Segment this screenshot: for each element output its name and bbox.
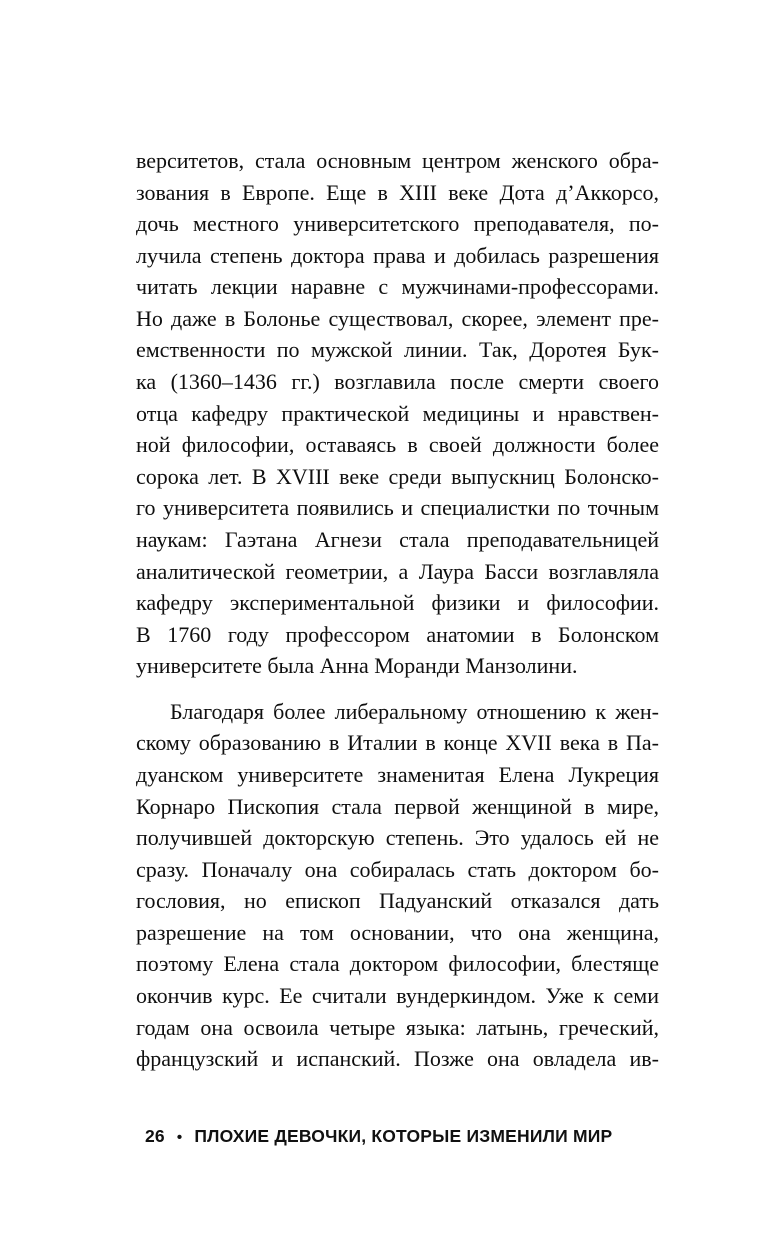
paragraph-2 xyxy=(136,696,659,1075)
text-line: окончив курс. Ее считали вундеркиндом. Уже к семи xyxy=(136,983,659,1009)
text-line: годам она освоила четыре языка: латынь, греческий, xyxy=(136,1014,659,1040)
text-line: лучила степень доктора права и добилась разрешения xyxy=(136,242,659,268)
text-line: Но даже в Болонье существовал, скорее, элемент пре- xyxy=(136,305,659,331)
text-line: разрешение на том основании, что она женщина, xyxy=(136,919,659,945)
text-line: го университета появились и специалистки по точным xyxy=(136,495,659,521)
text-line: сорока лет. В XVIII веке среди выпускниц Болонско- xyxy=(136,463,659,489)
running-title: ПЛОХИЕ ДЕВОЧКИ, КОТОРЫЕ ИЗМЕНИЛИ МИР xyxy=(194,1126,613,1146)
text-line: наукам: Гаэтана Агнези стала преподавательницей xyxy=(136,526,659,552)
text-line: дуанском университете знаменитая Елена Лукреция xyxy=(136,761,659,787)
text-line: Корнаро Пископия стала первой женщиной в мире, xyxy=(136,793,659,819)
text-line: гословия, но епископ Падуанский отказался дать xyxy=(136,888,659,914)
text-line: отца кафедру практической медицины и нравствен- xyxy=(136,400,659,426)
text-line: Благодаря более либеральному отношению к жен- xyxy=(170,698,659,724)
body-text xyxy=(136,145,659,1075)
text-line: получившей докторскую степень. Это удалось ей не xyxy=(136,825,659,851)
text-line: сразу. Поначалу она собиралась стать доктором бо- xyxy=(136,856,659,882)
text-line: зования в Европе. Еще в XIII веке Дота д’Аккорсо, xyxy=(136,179,659,205)
text-line: университете была Анна Моранди Манзолини. xyxy=(136,653,578,679)
text-line: ной философии, оставаясь в своей должности более xyxy=(136,432,659,458)
text-line: читать лекции наравне с мужчинами-профессорами. xyxy=(136,274,659,300)
text-line: аналитической геометрии, а Лаура Басси возглавляла xyxy=(136,558,659,584)
text-line: ка (1360–1436 гг.) возглавила после смерти своего xyxy=(136,369,659,395)
bullet-separator: • xyxy=(176,1129,183,1146)
text-line: скому образованию в Италии в конце XVII века в Па- xyxy=(136,730,659,756)
text-line: верситетов, стала основным центром женского обра- xyxy=(136,148,659,173)
text-line: емственности по мужской линии. Так, Доротея Бук- xyxy=(136,337,659,363)
text-line: В 1760 году профессором анатомии в Болонском xyxy=(136,621,659,647)
text-line: французский и испанский. Позже она овладела ив- xyxy=(136,1046,659,1072)
paragraph-1 xyxy=(136,145,659,682)
text-line: поэтому Елена стала доктором философии, блестяще xyxy=(136,951,659,977)
text-line: кафедру экспериментальной физики и философии. xyxy=(136,590,659,616)
page-number: 26 xyxy=(145,1126,165,1146)
running-footer xyxy=(145,1123,665,1149)
paragraph-spacing xyxy=(136,682,659,696)
text-line: дочь местного университетского преподавателя, по- xyxy=(136,211,659,237)
